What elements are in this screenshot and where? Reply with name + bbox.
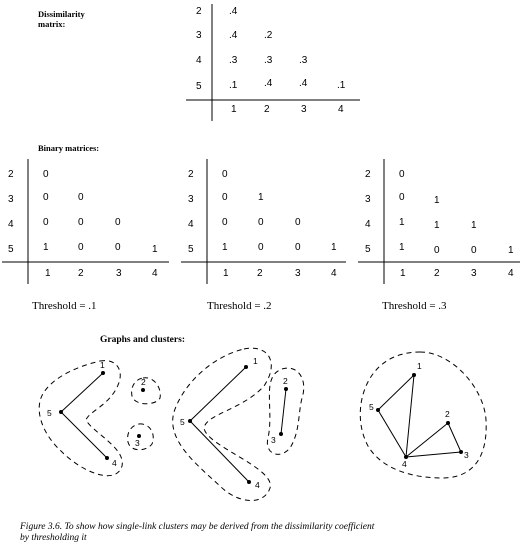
graph-node — [105, 456, 109, 460]
binary-cell: 0 — [43, 217, 49, 228]
binary-col-label: 3 — [295, 268, 301, 279]
binary-row-label: 2 — [365, 169, 371, 180]
dissimilarity-label-line1: Dissimilarity — [38, 9, 85, 19]
binary-cell: 0 — [399, 169, 405, 180]
dissimilarity-cell: .3 — [229, 55, 238, 66]
cluster-outline — [132, 378, 161, 404]
graph-node-label: 4 — [112, 458, 117, 468]
caption-line-1: Figure 3.6. To show how single-link clusters may be derived from the dissimilarity coefficient — [20, 522, 375, 532]
cluster-outline — [173, 348, 272, 500]
binary-matrix-3 — [358, 159, 520, 312]
binary-cell: 0 — [43, 192, 49, 203]
binary-cell: 1 — [434, 195, 440, 206]
binary-cell: 0 — [295, 242, 301, 253]
graph-node — [412, 373, 416, 377]
binary-col-label: 1 — [45, 268, 51, 279]
graph-node — [279, 432, 283, 436]
binary-cell: 0 — [399, 192, 405, 203]
graph-node-label: 5 — [47, 408, 52, 418]
binary-cell: 0 — [471, 245, 477, 256]
binary-row-label: 4 — [365, 219, 371, 230]
binary-cell: 0 — [222, 217, 228, 228]
graph-node-label: 5 — [180, 417, 185, 427]
dissimilarity-cell: .4 — [299, 78, 308, 89]
graph-node-label: 3 — [464, 450, 469, 460]
binary-cell: 1 — [508, 245, 514, 256]
graph-edge — [281, 389, 286, 434]
graph-edge — [190, 421, 249, 482]
threshold-label: Threshold = .3 — [382, 300, 447, 312]
graph-node — [376, 408, 380, 412]
binary-matrices-label: Binary matrices: — [38, 143, 100, 153]
binary-cell: 1 — [152, 244, 158, 255]
graph-node-label: 5 — [369, 402, 374, 412]
binary-cell: 1 — [222, 242, 228, 253]
graph-edge — [406, 452, 461, 457]
caption-line-2: by thresholding it — [20, 533, 87, 543]
graph-node-label: 2 — [141, 377, 146, 387]
binary-col-label: 2 — [78, 268, 84, 279]
binary-row-label: 5 — [8, 244, 14, 255]
graph-node-label: 3 — [135, 438, 140, 448]
binary-col-label: 2 — [257, 268, 263, 279]
binary-cell: 1 — [258, 192, 264, 203]
graphs-clusters-label: Graphs and clusters: — [100, 335, 185, 345]
dissimilarity-matrix — [38, 4, 360, 121]
binary-row-label: 3 — [365, 194, 371, 205]
dissimilarity-cell: .1 — [229, 80, 238, 91]
graph-node — [459, 450, 463, 454]
graph-edge — [61, 373, 103, 412]
binary-row-label: 3 — [188, 194, 194, 205]
binary-cell: 0 — [115, 217, 121, 228]
binary-cell: 0 — [258, 242, 264, 253]
binary-col-label: 4 — [152, 268, 158, 279]
dissimilarity-cell: .4 — [229, 6, 238, 17]
graph-node — [247, 480, 251, 484]
binary-col-label: 1 — [400, 268, 406, 279]
binary-cell: 0 — [78, 217, 84, 228]
graph-node — [101, 371, 105, 375]
graph-node — [188, 419, 192, 423]
dissimilarity-label-line2: matrix: — [38, 19, 66, 29]
dissimilarity-row-label: 3 — [196, 30, 202, 41]
binary-matrix-2 — [181, 159, 346, 312]
binary-cell: 0 — [222, 192, 228, 203]
threshold-label: Threshold = .1 — [32, 300, 97, 312]
binary-row-label: 5 — [188, 244, 194, 255]
binary-matrix-1 — [2, 159, 169, 312]
graph-node-label: 3 — [271, 435, 276, 445]
graph-edge — [406, 375, 414, 457]
binary-cell: 1 — [43, 242, 49, 253]
graph-node — [284, 387, 288, 391]
binary-cell: 0 — [115, 242, 121, 253]
cluster-outlines — [39, 348, 486, 500]
graph-node — [446, 421, 450, 425]
dissimilarity-cell: .2 — [264, 30, 273, 41]
binary-cell: 1 — [331, 242, 337, 253]
binary-cell: 1 — [399, 217, 405, 228]
dissimilarity-cell: .3 — [299, 55, 308, 66]
dissimilarity-cell: .3 — [264, 55, 273, 66]
graph-node-label: 1 — [253, 356, 258, 366]
dissimilarity-cell: .1 — [337, 80, 346, 91]
graph-layer — [47, 356, 469, 490]
binary-cell: 0 — [78, 242, 84, 253]
dissimilarity-col-label: 3 — [301, 104, 307, 115]
binary-cell: 0 — [43, 169, 49, 180]
dissimilarity-col-label: 2 — [264, 104, 270, 115]
binary-cell: 0 — [258, 217, 264, 228]
binary-col-label: 4 — [331, 268, 337, 279]
binary-row-label: 2 — [188, 169, 194, 180]
graph-edge — [61, 412, 107, 458]
dissimilarity-col-label: 4 — [338, 104, 344, 115]
binary-col-label: 1 — [223, 268, 229, 279]
figure-caption — [20, 522, 515, 544]
binary-col-label: 4 — [508, 268, 514, 279]
graph-edge — [378, 375, 414, 410]
graph-node — [244, 365, 248, 369]
binary-row-label: 2 — [8, 169, 14, 180]
binary-cell: 0 — [434, 245, 440, 256]
graph-edge — [406, 423, 448, 457]
dissimilarity-row-label: 5 — [196, 81, 202, 92]
graph-edge — [448, 423, 461, 452]
cluster-outline — [39, 361, 122, 476]
binary-cell: 1 — [471, 220, 477, 231]
graph-node-label: 1 — [100, 360, 105, 370]
graph-node-label: 2 — [283, 376, 288, 386]
binary-col-label: 2 — [434, 268, 440, 279]
graph-node-label: 2 — [445, 409, 450, 419]
dissimilarity-col-label: 1 — [231, 104, 237, 115]
graph-edge — [190, 367, 246, 421]
binary-row-label: 5 — [365, 244, 371, 255]
graph-node — [141, 388, 145, 392]
binary-row-label: 4 — [188, 219, 194, 230]
binary-col-label: 3 — [116, 268, 122, 279]
dissimilarity-cell: .4 — [229, 30, 238, 41]
graph-edge — [378, 410, 406, 457]
dissimilarity-row-label: 4 — [196, 55, 202, 66]
binary-col-label: 3 — [471, 268, 477, 279]
binary-cell: 1 — [399, 242, 405, 253]
binary-row-label: 4 — [8, 219, 14, 230]
binary-row-label: 3 — [8, 194, 14, 205]
binary-cell: 0 — [78, 192, 84, 203]
binary-cell: 1 — [434, 220, 440, 231]
dissimilarity-cell: .4 — [264, 78, 273, 89]
binary-cell: 0 — [295, 217, 301, 228]
dissimilarity-row-label: 2 — [196, 6, 202, 17]
graph-node — [59, 410, 63, 414]
graph-node-label: 4 — [255, 480, 260, 490]
graph-node-label: 1 — [417, 361, 422, 371]
threshold-label: Threshold = .2 — [207, 300, 272, 312]
graph-node-label: 4 — [402, 459, 407, 469]
binary-cell: 0 — [222, 169, 228, 180]
